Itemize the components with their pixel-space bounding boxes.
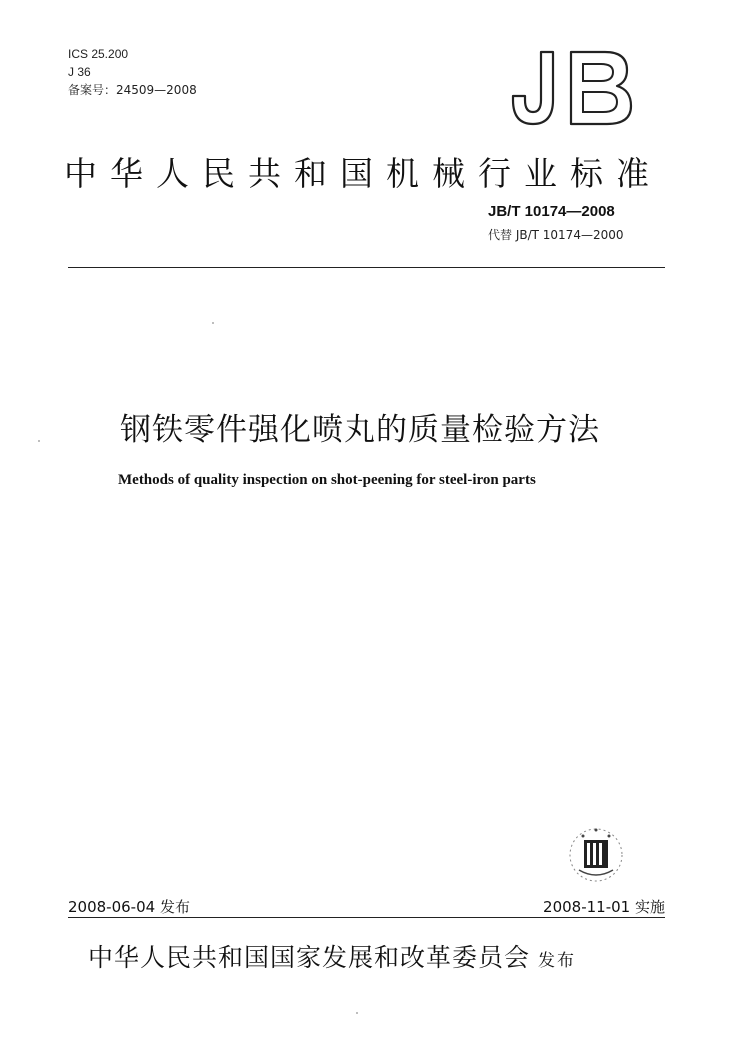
effective-date: 2008-11-01 实施 (543, 898, 665, 916)
record-number: 备案号：24509—2008 (68, 83, 197, 97)
document-title-english: Methods of quality inspection on shot-peening for steel-iron parts (118, 472, 536, 488)
issuer-verb: 发布 (538, 951, 577, 971)
organization-title: 中华人民共和国机械行业标准 (64, 154, 662, 193)
bottom-divider (68, 917, 665, 918)
publish-date: 2008-06-04 发布 (68, 898, 190, 916)
publisher-emblem-icon (565, 822, 627, 888)
document-title-chinese: 钢铁零件强化喷丸的质量检验方法 (120, 412, 600, 448)
replaces-standard: 代替 JB/T 10174—2000 (488, 228, 624, 242)
top-divider (68, 267, 665, 268)
scan-speck (38, 440, 40, 442)
scan-speck (212, 322, 214, 324)
ics-code: ICS 25.200 (68, 47, 129, 61)
scan-speck (356, 1012, 358, 1014)
issuing-authority (88, 938, 576, 974)
standard-number: JB/T 10174—2008 (488, 203, 615, 220)
issuer-name: 中华人民共和国国家发展和改革委员会 (88, 943, 531, 972)
classification-code: J 36 (68, 65, 91, 79)
jb-standard-logo-icon (495, 48, 640, 128)
